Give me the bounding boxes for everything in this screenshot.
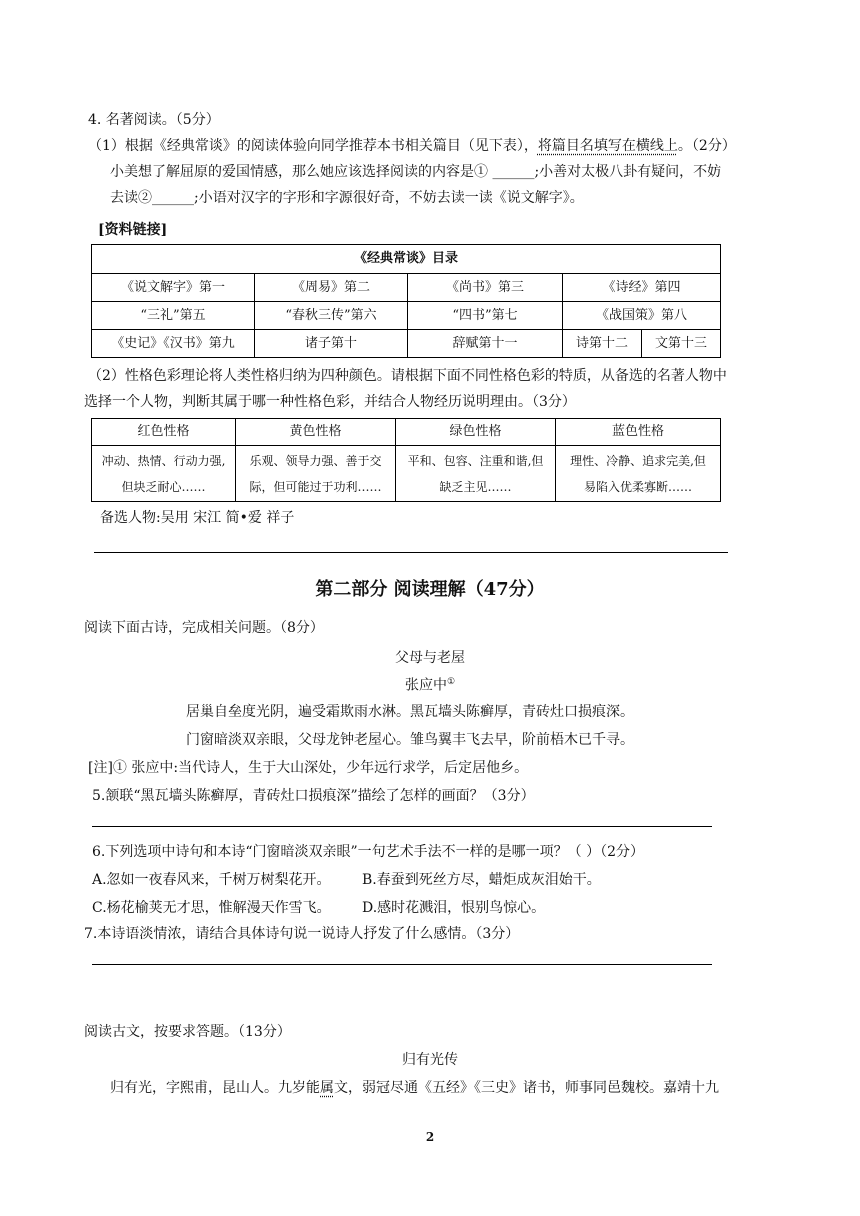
classical-line-1: 归有光，字熙甫，昆山人。九岁能属文，弱冠尽通《五经》《三史》诸书，师事同邑魏校。嘉靖十九 <box>110 1080 719 1096</box>
poem-intro: 阅读下面古诗，完成相关问题。（8分） <box>84 620 324 636</box>
question-5: 5.颔联“黑瓦墙头陈癣厚，青砖灶口损痕深”描绘了怎样的画面？（3分） <box>92 788 535 804</box>
poem-note: [注]① 张应中:当代诗人，生于大山深处，少年远行求学，后定居他乡。 <box>88 760 529 776</box>
color-desc: 冲动、热情、行动力强, 但块乏耐心…… <box>92 446 236 502</box>
poem-title: 父母与老屋 <box>395 650 465 666</box>
candidate-characters: 备选人物:吴用 宋江 简•爱 祥子 <box>100 510 295 526</box>
classical-title: 归有光传 <box>402 1052 458 1068</box>
poem-line-2: 门窗暗淡双亲眼，父母龙钟老屋心。雏鸟翼丰飞去早，阶前梧木已千寻。 <box>186 732 634 748</box>
toc-cell: “三礼”第五 <box>92 302 255 330</box>
q4-part1-line3: 去读②______;小语对汉字的字形和字源很好奇，不妨去读一读《说文解字》。 <box>110 190 584 206</box>
toc-title: 《经典常谈》目录 <box>92 245 721 274</box>
toc-cell: 诗第十二 <box>563 330 642 358</box>
color-header: 绿色性格 <box>396 419 556 446</box>
q4-part1-text: （1）根据《经典常谈》的阅读体验向同学推荐本书相关篇目（见下表）， <box>88 138 538 154</box>
q4-part2-line2: 选择一个人物，判断其属于哪一种性格色彩，并结合人物经历说明理由。（3分） <box>84 394 576 410</box>
personality-color-table <box>91 418 721 502</box>
classical-intro: 阅读古文，按要求答题。（13分） <box>84 1024 291 1040</box>
color-header: 蓝色性格 <box>556 419 721 446</box>
page-number: 2 <box>425 1130 435 1144</box>
poem-author: 张应中① <box>404 677 456 694</box>
option-b: B.春蚕到死丝方尽，蜡炬成灰泪始干。 <box>362 872 601 888</box>
part2-title: 第二部分 阅读理解（47分） <box>315 579 545 600</box>
color-desc: 理性、冷静、追求完美,但 易陷入优柔寡断…… <box>556 446 721 502</box>
color-header: 红色性格 <box>92 419 236 446</box>
color-header: 黄色性格 <box>236 419 396 446</box>
q4-part1-line1 <box>88 136 736 156</box>
toc-cell: 《战国策》第八 <box>563 302 721 330</box>
q4-part2-line1: （2）性格色彩理论将人类性格归纳为四种颜色。请根据下面不同性格色彩的特质，从备选的名著人物中 <box>88 368 727 384</box>
toc-cell: 《周易》第二 <box>255 274 408 302</box>
toc-cell: 文第十三 <box>642 330 721 358</box>
toc-cell: 辞赋第十一 <box>408 330 563 358</box>
toc-cell: 《说文解字》第一 <box>92 274 255 302</box>
option-d: D.感时花溅泪，恨别鸟惊心。 <box>362 900 546 916</box>
q4-part1-dotted: 将篇目名填写在横线上 <box>537 138 678 154</box>
toc-cell: 诸子第十 <box>255 330 408 358</box>
poem-line-1: 居巢自垒度光阴，遍受霜欺雨水淋。黑瓦墙头陈癣厚，青砖灶口损痕深。 <box>186 704 634 720</box>
question-6: 6.下列选项中诗句和本诗“门窗暗淡双亲眼”一句艺术手法不一样的是哪一项？（ ）（2分） <box>92 844 645 860</box>
color-desc: 平和、包容、注重和谐,但 缺乏主见…… <box>396 446 556 502</box>
option-a: A.忽如一夜春风来，千树万树梨花开。 <box>92 872 331 888</box>
toc-cell: “四书”第七 <box>408 302 563 330</box>
toc-cell: 《诗经》第四 <box>563 274 721 302</box>
resource-link-label: [资料链接] <box>98 222 168 238</box>
toc-table <box>91 244 721 358</box>
q4-part1-score: 。（2分） <box>677 138 736 154</box>
q4-part1-line2: 小美想了解屈原的爱国情感，那么她应该选择阅读的内容是① ______;小善对太极八卦有疑问，不妨 <box>110 164 722 180</box>
option-c: C.杨花榆荚无才思，惟解漫天作雪飞。 <box>92 900 331 916</box>
color-desc: 乐观、领导力强、善于交 际，但可能过于功利…… <box>236 446 396 502</box>
question-7: 7.本诗语淡情浓，请结合具体诗句说一说诗人抒发了什么感情。（3分） <box>84 926 520 942</box>
answer-line <box>92 964 712 965</box>
toc-cell: 《史记》《汉书》第九 <box>92 330 255 358</box>
toc-cell: “春秋三传”第六 <box>255 302 408 330</box>
dotted-char: 属 <box>320 1080 334 1096</box>
q4-heading: 4. 名著阅读。（5分） <box>88 112 220 128</box>
toc-cell: 《尚书》第三 <box>408 274 563 302</box>
answer-line <box>94 552 728 553</box>
answer-line <box>92 826 712 827</box>
